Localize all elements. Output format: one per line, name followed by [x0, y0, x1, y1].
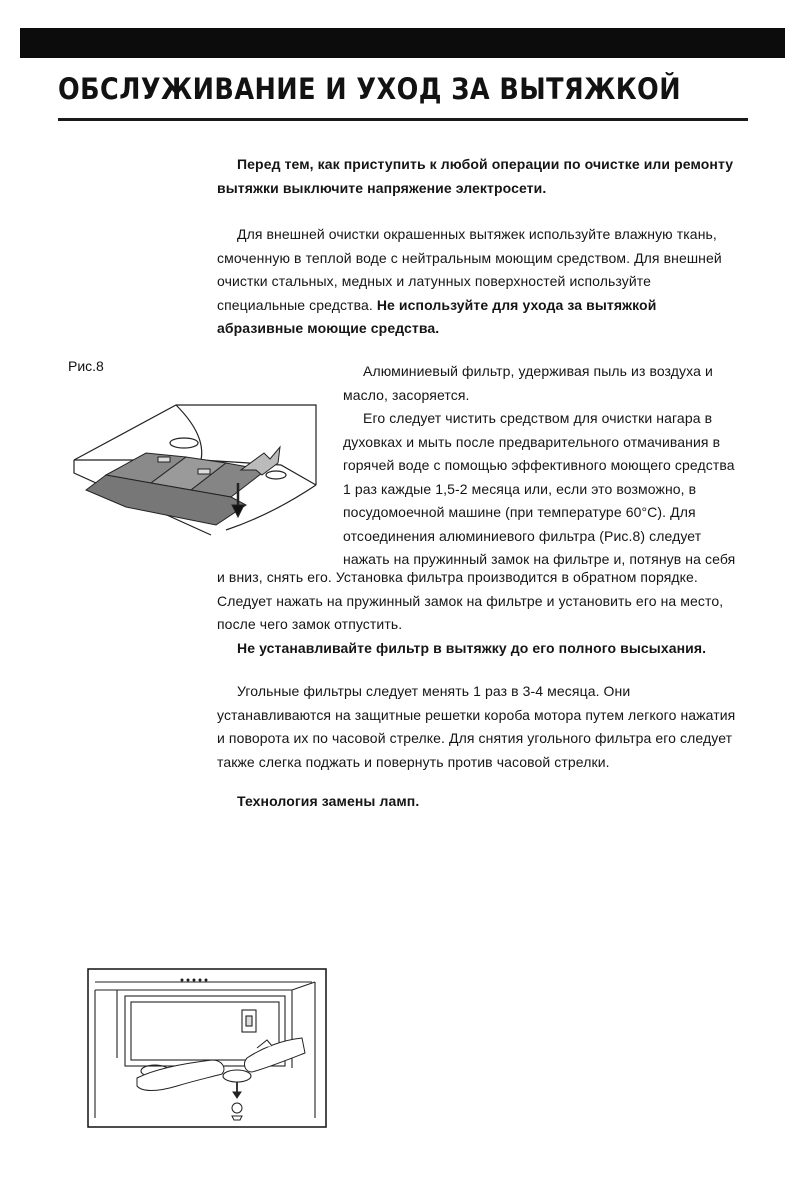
title-rule [58, 118, 748, 121]
filter-paragraph-continued: и вниз, снять его. Установка фильтра производится в обратном порядке. Следует нажать на пружинный замок на фильтре и установить его на место, после чего замок отпустить. Не устанавливайте фильтр в вытяжку до его полного высыхания. [217, 569, 724, 656]
lamp-heading: Технология замены ламп. [237, 793, 420, 809]
top-bar [20, 28, 785, 58]
hood-filter-illustration [66, 395, 328, 555]
cleaning-paragraph [217, 223, 742, 341]
cleaning-text: Для внешней очистки окрашенных вытяжек используйте влажную ткань, смоченную в теплой воде с нейтральным моющим средством. Для внешней очистки стальных, медных и латунных поверхностей используйте специальные средства. [217, 226, 722, 313]
figure-label: Рис.8 [68, 358, 104, 374]
page-title: ОБСЛУЖИВАНИЕ И УХОД ЗА ВЫТЯЖКОЙ [58, 72, 681, 106]
filter-paragraph-side: Алюминиевый фильтр, удерживая пыль из воздуха и масло, засоряется. Его следует чистить средством для очистки нагара в духовках и мыть после предварительного отмачивания в горячей воде с помощью эффективного моющего средства 1 раз каждые 1,5-2 месяца или, если это возможно, в посудомоечной машине (при температуре 60°C). Для отсоединения алюминиевого фильтра (Рис.8) следует нажать на пружинный замок на фильтре и, потянув на себя [343, 363, 736, 567]
warning-paragraph: Перед тем, как приступить к любой операции по очистке или ремонту вытяжки выключите напряжение электросети. [217, 156, 734, 196]
lamp-replacement-illustration [87, 968, 327, 1128]
cleaning-warning: Не используйте для ухода за вытяжкой абразивные моющие средства. [217, 296, 657, 336]
carbon-filter-paragraph: Угольные фильтры следует менять 1 раз в 3-4 месяца. Они устанавливаются на защитные решетки короба мотора путем легкого нажатия и поворота их по часовой стрелке. Для снятия угольного фильтра его следует также слегка поджать и повернуть против часовой стрелки. [217, 683, 736, 770]
